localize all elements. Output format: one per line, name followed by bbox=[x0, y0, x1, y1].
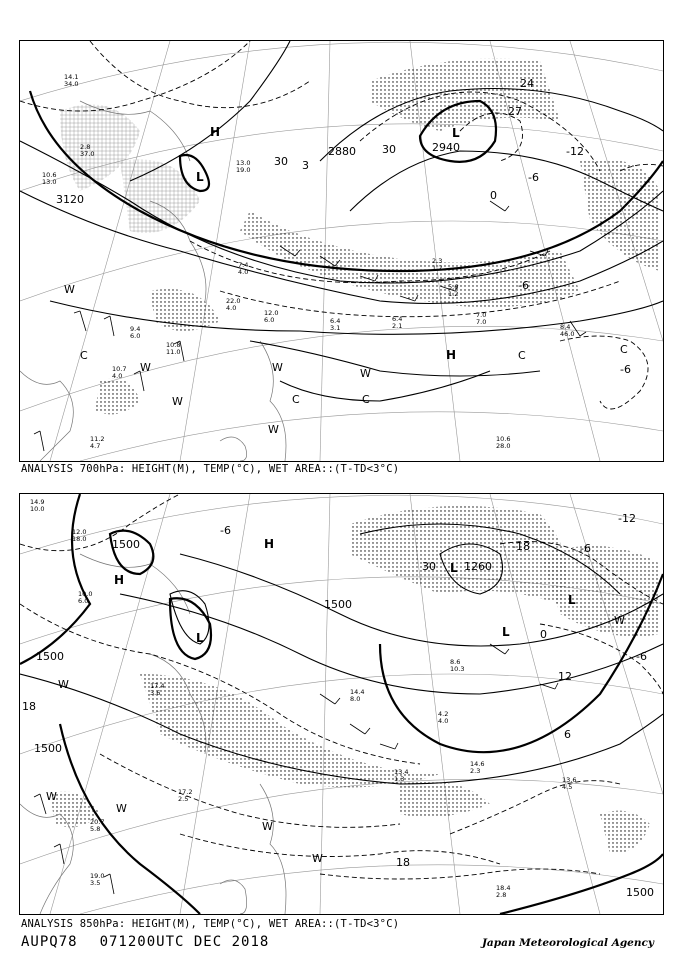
warm-marker: W bbox=[172, 395, 183, 408]
temp-label: -6 bbox=[528, 171, 539, 184]
temp-label: 6 bbox=[564, 728, 571, 741]
height-label: 2880 bbox=[328, 145, 356, 158]
station-temp: 6.4 bbox=[392, 315, 403, 323]
station-temp: 22.0 bbox=[226, 297, 241, 305]
warm-marker: W bbox=[46, 790, 57, 803]
station-temp: 12.0 bbox=[72, 528, 87, 536]
station-temp: 7.0 bbox=[476, 311, 487, 319]
station-dewpoint: 3.5 bbox=[90, 879, 101, 887]
station-temp: 10.0 bbox=[78, 590, 93, 598]
high-center: H bbox=[114, 573, 125, 587]
station-temp: 14.9 bbox=[30, 498, 45, 506]
height-label: 30 bbox=[422, 560, 436, 573]
temp-label: -18 bbox=[512, 540, 530, 553]
station-temp: 20.7 bbox=[90, 818, 105, 826]
station-temp: 13.6 bbox=[562, 776, 577, 784]
cold-marker: C bbox=[620, 343, 628, 356]
station-dewpoint: 18.0 bbox=[72, 535, 87, 543]
station-temp: 8.4 bbox=[560, 323, 571, 331]
low-center: L bbox=[502, 625, 510, 639]
chart-850hpa bbox=[19, 493, 664, 915]
station-dewpoint: 4.0 bbox=[238, 268, 249, 276]
map-850hpa bbox=[20, 494, 663, 914]
height-label: 1500 bbox=[324, 598, 352, 611]
station-dewpoint: 10.0 bbox=[30, 505, 45, 513]
warm-marker: W bbox=[360, 367, 371, 380]
station-dewpoint: 13.0 bbox=[42, 178, 57, 186]
caption-700hpa: ANALYSIS 700hPa: HEIGHT(M), TEMP(°C), WET AREA::(T-TD<3°C) bbox=[21, 463, 400, 475]
warm-marker: W bbox=[614, 614, 625, 627]
station-temp: 2.8 bbox=[80, 143, 91, 151]
station-dewpoint: 6.0 bbox=[130, 332, 141, 340]
cold-marker: C bbox=[292, 393, 300, 406]
station-dewpoint: 2.8 bbox=[496, 891, 507, 899]
temp-label: 0 bbox=[540, 628, 547, 641]
height-label: 1500 bbox=[112, 538, 140, 551]
chart-700hpa bbox=[19, 40, 664, 462]
station-temp: 17.2 bbox=[178, 788, 193, 796]
temp-label: -6 bbox=[580, 542, 591, 555]
height-label: 18 bbox=[396, 856, 410, 869]
caption-850hpa: ANALYSIS 850hPa: HEIGHT(M), TEMP(°C), WET AREA::(T-TD<3°C) bbox=[21, 918, 400, 930]
station-dewpoint: 37.0 bbox=[80, 150, 95, 158]
station-dewpoint: 7.0 bbox=[476, 318, 487, 326]
station-temp: 5.6 bbox=[448, 283, 459, 291]
station-dewpoint: 4.7 bbox=[90, 442, 101, 450]
warm-marker: W bbox=[64, 283, 75, 296]
height-label: 3 bbox=[302, 159, 309, 172]
height-label: 3120 bbox=[56, 193, 84, 206]
station-dewpoint: 6.0 bbox=[264, 316, 275, 324]
station-temp: 7.4 bbox=[238, 261, 249, 269]
coastlines bbox=[20, 101, 286, 461]
station-temp: 12.0 bbox=[264, 309, 279, 317]
station-temp: 10.6 bbox=[496, 435, 511, 443]
high-center: H bbox=[210, 125, 221, 139]
station-dewpoint: 19.0 bbox=[236, 166, 251, 174]
station-dewpoint: 1.2 bbox=[432, 264, 443, 272]
temp-label: -6 bbox=[518, 279, 529, 292]
warm-cold-markers-700 bbox=[64, 283, 628, 436]
station-temp: 14.1 bbox=[64, 73, 79, 81]
station-temp: 9.4 bbox=[130, 325, 141, 333]
height-label: 24 bbox=[520, 77, 534, 90]
station-dewpoint: 1.2 bbox=[448, 290, 459, 298]
map-700hpa bbox=[20, 41, 663, 461]
station-dewpoint: 1.3 bbox=[394, 775, 405, 783]
station-temp: 18.4 bbox=[496, 884, 511, 892]
station-dewpoint: 4.5 bbox=[562, 783, 573, 791]
station-dewpoint: 8.0 bbox=[350, 695, 361, 703]
height-label: 1500 bbox=[34, 742, 62, 755]
station-dewpoint: 3.6 bbox=[150, 689, 161, 697]
station-dewpoint: 6.0 bbox=[78, 597, 89, 605]
warm-marker: W bbox=[272, 361, 283, 374]
station-temp: 10.6 bbox=[42, 171, 57, 179]
low-center: L bbox=[452, 126, 460, 140]
high-center: H bbox=[446, 348, 457, 362]
warm-marker: W bbox=[58, 678, 69, 691]
station-temp: 2.3 bbox=[432, 257, 443, 265]
station-temp: 14.6 bbox=[470, 760, 485, 768]
height-label: 30 bbox=[274, 155, 288, 168]
warm-marker: W bbox=[140, 361, 151, 374]
warm-marker: W bbox=[312, 852, 323, 865]
chart-identifier bbox=[21, 934, 291, 950]
station-dewpoint: 10.3 bbox=[450, 665, 465, 673]
height-label: 2940 bbox=[432, 141, 460, 154]
station-temp: 13.0 bbox=[236, 159, 251, 167]
station-temp: 14.4 bbox=[350, 688, 365, 696]
analysis-datetime: 071200UTC DEC 2018 bbox=[99, 934, 270, 950]
station-temp: 6.4 bbox=[330, 317, 341, 325]
station-dewpoint: 11.0 bbox=[166, 348, 181, 356]
warm-marker: W bbox=[116, 802, 127, 815]
height-label: 1260 bbox=[464, 560, 492, 573]
station-dewpoint: 46.0 bbox=[560, 330, 575, 338]
height-label: 27 bbox=[508, 105, 522, 118]
height-label: 1500 bbox=[626, 886, 654, 899]
temp-label: -6 bbox=[220, 524, 231, 537]
station-dewpoint: 3.1 bbox=[330, 324, 341, 332]
temp-label: -6 bbox=[636, 650, 647, 663]
station-temp: 10.7 bbox=[112, 365, 127, 373]
low-center: L bbox=[450, 561, 458, 575]
high-center: H bbox=[264, 537, 275, 551]
station-temp: 17.4 bbox=[150, 682, 165, 690]
cold-marker: C bbox=[80, 349, 88, 362]
station-temp: 10.8 bbox=[166, 341, 181, 349]
height-label: 1500 bbox=[36, 650, 64, 663]
height-label: 30 bbox=[382, 143, 396, 156]
temp-label: -12 bbox=[566, 145, 584, 158]
station-temp: 8.6 bbox=[450, 658, 461, 666]
temp-label: 0 bbox=[490, 189, 497, 202]
station-dewpoint: 4.0 bbox=[112, 372, 123, 380]
station-dewpoint: 2.5 bbox=[178, 795, 189, 803]
station-temp: 19.0 bbox=[90, 872, 105, 880]
temp-label: -12 bbox=[618, 512, 636, 525]
station-dewpoint: 28.0 bbox=[496, 442, 511, 450]
station-temp: 11.2 bbox=[90, 435, 105, 443]
agency-credit: Japan Meteorological Agency bbox=[481, 937, 654, 949]
cold-marker: C bbox=[518, 349, 526, 362]
cold-marker: C bbox=[362, 393, 370, 406]
station-dewpoint: 34.0 bbox=[64, 80, 79, 88]
station-dewpoint: 2.1 bbox=[392, 322, 403, 330]
warm-marker: W bbox=[262, 820, 273, 833]
low-center: L bbox=[568, 593, 576, 607]
station-dewpoint: 2.3 bbox=[470, 767, 481, 775]
low-center: L bbox=[196, 170, 204, 184]
temp-label: 12 bbox=[558, 670, 572, 683]
station-temp: 13.4 bbox=[394, 768, 409, 776]
station-temp: 4.2 bbox=[438, 710, 449, 718]
temp-label: -6 bbox=[620, 363, 631, 376]
warm-marker: W bbox=[268, 423, 279, 436]
height-contours bbox=[20, 41, 663, 401]
station-dewpoint: 4.0 bbox=[438, 717, 449, 725]
height-label: 18 bbox=[22, 700, 36, 713]
station-dewpoint: 5.8 bbox=[90, 825, 101, 833]
station-dewpoint: 4.0 bbox=[226, 304, 237, 312]
low-center: L bbox=[196, 631, 204, 645]
bulletin-code: AUPQ78 bbox=[21, 934, 78, 950]
